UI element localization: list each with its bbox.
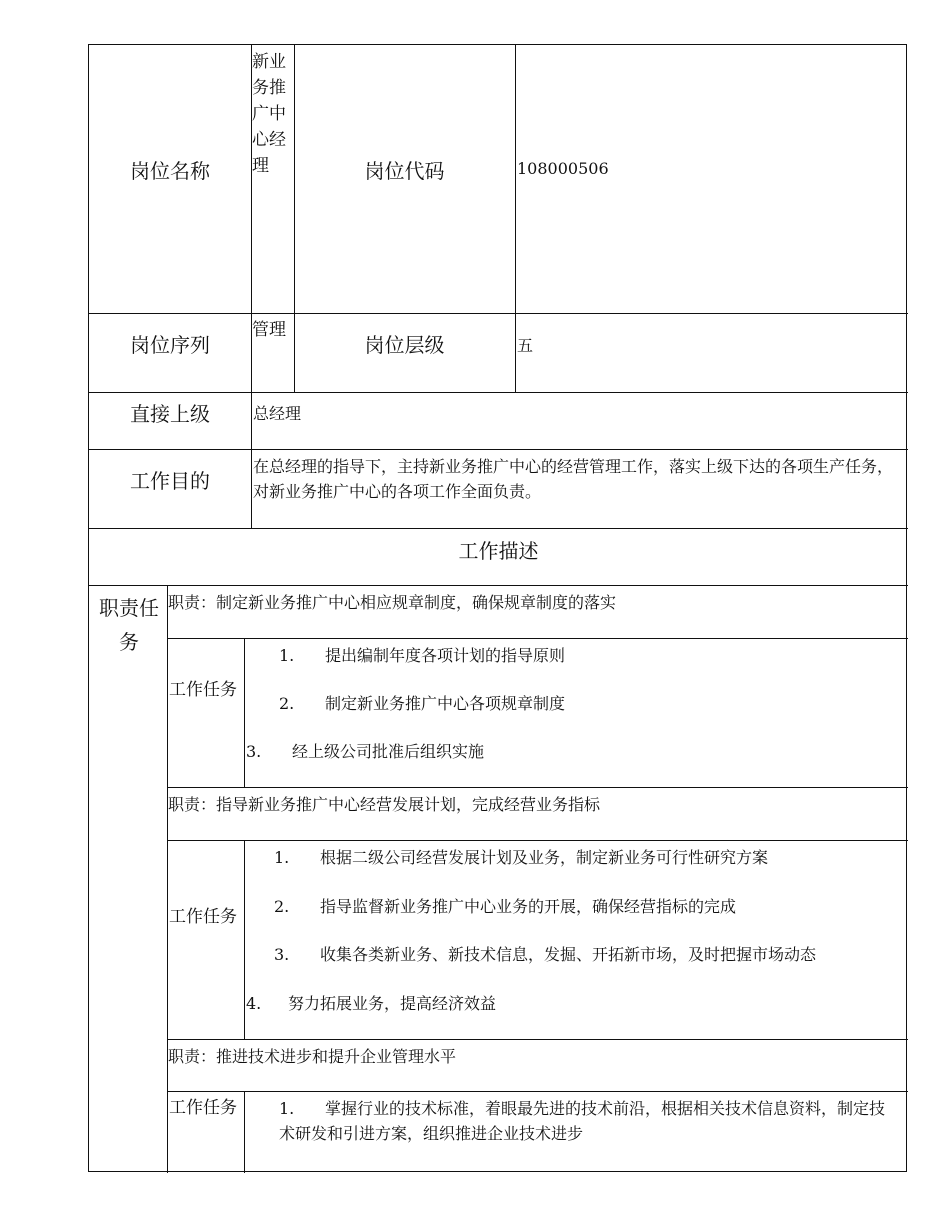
position-name-value: 新业务推广中心经理 — [252, 52, 286, 176]
col-divider — [515, 45, 516, 392]
row-divider — [89, 585, 908, 586]
position-code-label: 岗位代码 — [364, 158, 445, 183]
task-number: 1. — [279, 1099, 295, 1118]
work-purpose-label: 工作目的 — [130, 469, 210, 493]
task-text: 收集各类新业务、新技术信息，发掘、开拓新市场，及时把握市场动态 — [320, 945, 817, 964]
col-divider — [244, 840, 245, 1039]
position-series-value: 管理 — [252, 320, 286, 340]
duty-1: 职责：制定新业务推广中心相应规章制度，确保规章制度的落实 — [168, 593, 617, 612]
position-level-value: 五 — [517, 336, 534, 355]
duty-2-task-1 — [274, 845, 768, 868]
col-divider — [244, 1091, 245, 1173]
row-divider — [167, 638, 908, 639]
task-label-1: 工作任务 — [169, 680, 237, 700]
col-divider — [244, 638, 245, 787]
duty-2: 职责：指导新业务推广中心经营发展计划，完成经营业务指标 — [168, 795, 601, 814]
job-description-table — [88, 44, 907, 1172]
direct-superior-label: 直接上级 — [130, 402, 210, 426]
task-number: 1. — [279, 646, 295, 665]
row-divider — [89, 528, 908, 529]
position-series-label: 岗位序列 — [130, 332, 210, 357]
row-divider — [167, 1091, 908, 1092]
row-divider — [167, 1039, 908, 1040]
position-level-label: 岗位层级 — [364, 332, 445, 357]
duty-2-task-4 — [246, 991, 496, 1014]
task-text: 提出编制年度各项计划的指导原则 — [325, 646, 566, 665]
duty-1-task-2 — [279, 691, 565, 714]
task-number: 2. — [279, 694, 295, 713]
task-text: 掌握行业的技术标准，着眼最先进的技术前沿，根据相关技术信息资料，制定技术研发和引进方案，组织推进企业技术进步 — [279, 1099, 886, 1143]
row-divider — [89, 392, 908, 393]
task-number: 1. — [274, 848, 290, 867]
task-label-2: 工作任务 — [169, 907, 237, 927]
duty-1-task-1 — [279, 643, 565, 666]
task-number: 3. — [274, 945, 290, 964]
row-divider — [89, 449, 908, 450]
task-text: 指导监督新业务推广中心业务的开展，确保经营指标的完成 — [320, 897, 737, 916]
duty-section-label: 职责任务 — [99, 596, 159, 654]
duty-2-task-2 — [274, 894, 736, 917]
task-number: 3. — [246, 742, 262, 761]
row-divider — [167, 787, 908, 788]
work-purpose-value: 在总经理的指导下，主持新业务推广中心的经营管理工作，落实上级下达的各项生产任务，对新业务推广中心的各项工作全面负责。 — [253, 457, 894, 501]
direct-superior-value: 总经理 — [253, 404, 302, 423]
position-code-value: 108000506 — [517, 159, 609, 178]
col-divider — [167, 585, 168, 1173]
duty-1-task-3 — [246, 739, 484, 762]
task-label-3: 工作任务 — [169, 1098, 237, 1118]
task-number: 4. — [246, 994, 262, 1013]
duty-2-task-3 — [274, 942, 816, 965]
task-text: 经上级公司批准后组织实施 — [292, 742, 485, 761]
duty-3: 职责：推进技术进步和提升企业管理水平 — [168, 1047, 457, 1066]
task-text: 根据二级公司经营发展计划及业务，制定新业务可行性研究方案 — [320, 848, 769, 867]
task-number: 2. — [274, 897, 290, 916]
work-description-heading: 工作描述 — [458, 539, 539, 563]
duty-3-task-1 — [279, 1096, 889, 1146]
row-divider — [167, 840, 908, 841]
task-text: 制定新业务推广中心各项规章制度 — [325, 694, 566, 713]
task-text: 努力拓展业务，提高经济效益 — [288, 994, 497, 1013]
position-name-label: 岗位名称 — [130, 158, 210, 183]
